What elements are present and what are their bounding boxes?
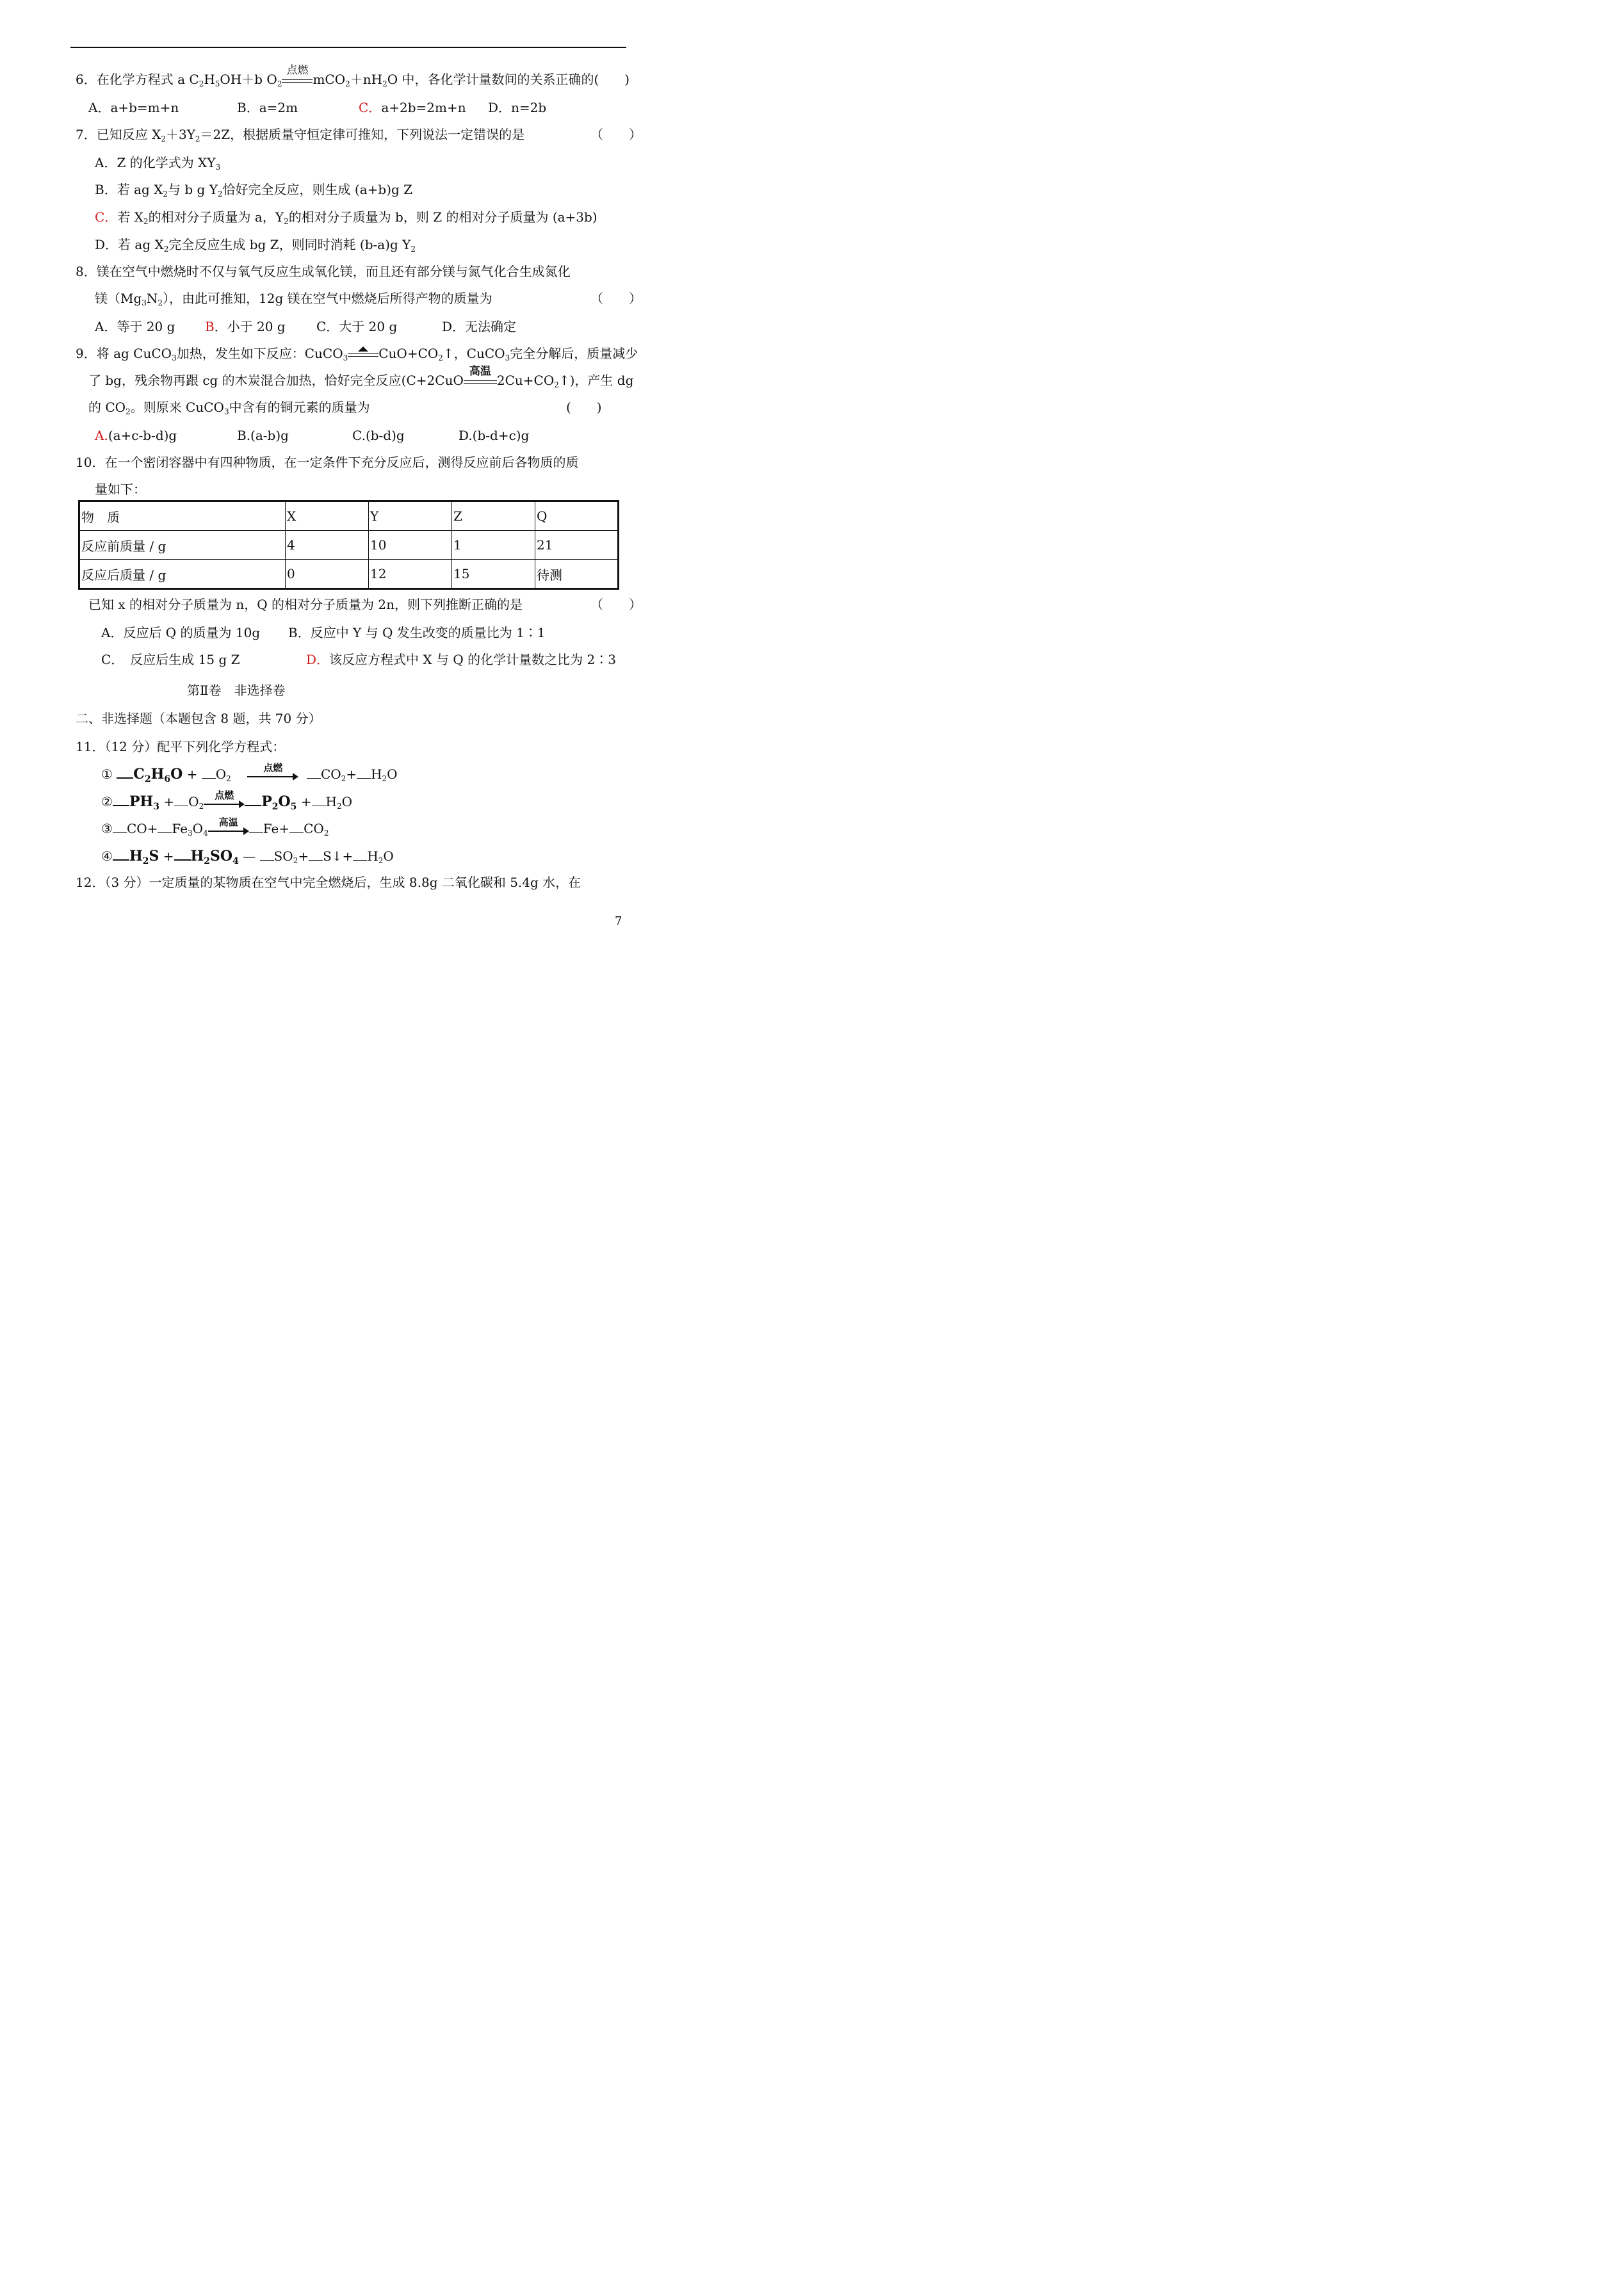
q9-option-d: D.(b-d+c)g (459, 428, 530, 443)
q6-stem: 6．在化学方程式 a $C_2H_5OH+b$ $O_2$ 点燃 $mCO_2+nH_2O$ 中，各化学计量数间的关系正确的( ) (76, 64, 630, 88)
q7-stem: 7．已知反应 $X_2+3Y_2=2Z$，根据质量守恒定律可推知，下列说法一定错误的是 (76, 127, 525, 143)
section-heading: 二、非选择题（本题包含 8 题，共 70 分） (76, 711, 321, 726)
q7-option-c: C．若 $X_2$的相对分子质量为 a，$Y_2$的相对分子质量为 b，则 Z 的相对分子质量为 (a+3b) (95, 209, 597, 226)
q7-option-d: D．若 ag $X_2$完全反应生成 bg Z，则同时消耗 (b-a)g $Y_2$ (95, 237, 416, 254)
burn-arrow: 点燃 (204, 793, 245, 811)
q11-equation-4: ④ $H_2S + H_2SO_4$ — $SO_2+$ S↓+ $H_2O$ (101, 848, 394, 866)
q6-option-c: C．a+2b=2m+n (359, 100, 466, 115)
table-cell: 12 (369, 560, 452, 589)
q11-equation-1: ① $C_2H_6O + O_2$ 点燃 $CO_2+ H_2O$ (101, 762, 398, 784)
answer-mark: D． (306, 652, 330, 667)
high-temp-arrow: 高温 (208, 820, 249, 838)
q10-option-a: A．反应后 Q 的质量为 10g (101, 625, 261, 640)
table-cell: 10 (369, 531, 452, 560)
q10-line2: 量如下： (95, 482, 146, 497)
table-cell: 反应后质量 / g (79, 560, 286, 589)
table-cell: 4 (286, 531, 369, 560)
q6-condition-arrow: 点燃 (282, 70, 313, 88)
answer-mark: C． (359, 100, 382, 115)
q10-option-d: D．该反应方程式中 X 与 Q 的化学计量数之比为 2∶3 (306, 652, 616, 667)
mass-table (78, 500, 619, 590)
table-cell: 待测 (535, 560, 619, 589)
table-cell: Q (535, 501, 619, 531)
q8-option-c: C．大于 20 g (316, 319, 398, 334)
table-cell: Y (369, 501, 452, 531)
q9-heat-arrow (348, 345, 378, 362)
q9-option-a: A.(a+c-b-d)g (95, 428, 177, 443)
q9-line2: 了 bg，残余物再跟 cg 的木炭混合加热，恰好完全反应(C+2CuO 高温 $2Cu+CO_2↑$)，产生 dg (88, 365, 634, 389)
table-row (79, 560, 619, 589)
table-cell: 1 (452, 531, 535, 560)
q7-option-a: A．Z 的化学式为 $XY_3$ (95, 155, 221, 172)
q10-option-b: B．反应中 Y 与 Q 发生改变的质量比为 1∶1 (288, 625, 546, 640)
q9-line1: 9．将 ag CuCO$_3$加热，发生如下反应：CuCO$_3$ $CuO+CO_2↑$，CuCO$_3$完全分解后，质量减少 (76, 346, 638, 362)
q6-option-d: D．n=2b (488, 100, 547, 115)
table-cell: X (286, 501, 369, 531)
q8-option-d: D．无法确定 (442, 319, 517, 334)
q8-line1: 8．镁在空气中燃烧时不仅与氧气反应生成氧化镁，而且还有部分镁与氮气化合生成氮化 (76, 264, 571, 279)
q8-option-b: B．小于 20 g (205, 319, 286, 334)
q8-line2: 镁$(Mg_3N_2)$，由此可推知，12g 镁在空气中燃烧后所得产物的质量为 (95, 291, 492, 307)
q10-paren: （ ） (590, 597, 642, 612)
q9-option-b: B.(a-b)g (237, 428, 289, 443)
q9-paren: ( ) (566, 400, 602, 415)
answer-mark: B (205, 319, 215, 334)
burn-arrow: 点燃 (247, 765, 298, 783)
table-cell: 21 (535, 531, 619, 560)
q7-option-b: B．若 ag $X_2$与 b g $Y_2$恰好完全反应，则生成 (a+b)g Z (95, 182, 413, 199)
part2-title: 第Ⅱ卷 非选择卷 (187, 683, 286, 698)
q9-line3: 的 $CO_2$。则原来 CuCO$_3$中含有的铜元素的质量为 (88, 400, 370, 416)
page-number: 7 (615, 914, 622, 928)
table-cell: 物 质 (79, 501, 286, 531)
table-header-row (79, 501, 619, 531)
q10-line1: 10．在一个密闭容器中有四种物质，在一定条件下充分反应后，测得反应前后各物质的质 (76, 455, 579, 470)
q6-option-a: A．a+b=m+n (88, 100, 179, 115)
q10-option-c: C． 反应后生成 15 g Z (101, 652, 240, 667)
table-cell: 反应前质量 / g (79, 531, 286, 560)
q8-option-a: A．等于 20 g (95, 319, 175, 334)
q8-paren: （ ） (590, 291, 642, 306)
q10-condition: 已知 x 的相对分子质量为 n，Q 的相对分子质量为 2n，则下列推断正确的是 (88, 597, 523, 612)
table-cell: 0 (286, 560, 369, 589)
q9-high-temp-arrow: 高温 (464, 371, 497, 389)
q7-paren: （ ） (590, 127, 642, 142)
q9-option-c: C.(b-d)g (352, 428, 405, 443)
table-cell: Z (452, 501, 535, 531)
table-cell: 15 (452, 560, 535, 589)
answer-mark: A. (95, 428, 108, 443)
q11-equation-2: ② $PH_3 + O_2$ 点燃 $P_2O_5 + H_2O$ (101, 790, 353, 812)
q11-title: 11．（12 分）配平下列化学方程式： (76, 739, 286, 754)
q12-line1: 12．（3 分）一定质量的某物质在空气中完全燃烧后，生成 8.8g 二氧化碳和 5.4g 水，在 (76, 875, 581, 890)
q6-option-b: B．a=2m (237, 100, 298, 115)
answer-mark: C． (95, 209, 118, 225)
header-rule (70, 47, 626, 48)
table-row (79, 531, 619, 560)
q11-equation-3: ③ $CO+ Fe_3O_4$ 高温 $Fe+ CO_2$ (101, 816, 329, 838)
